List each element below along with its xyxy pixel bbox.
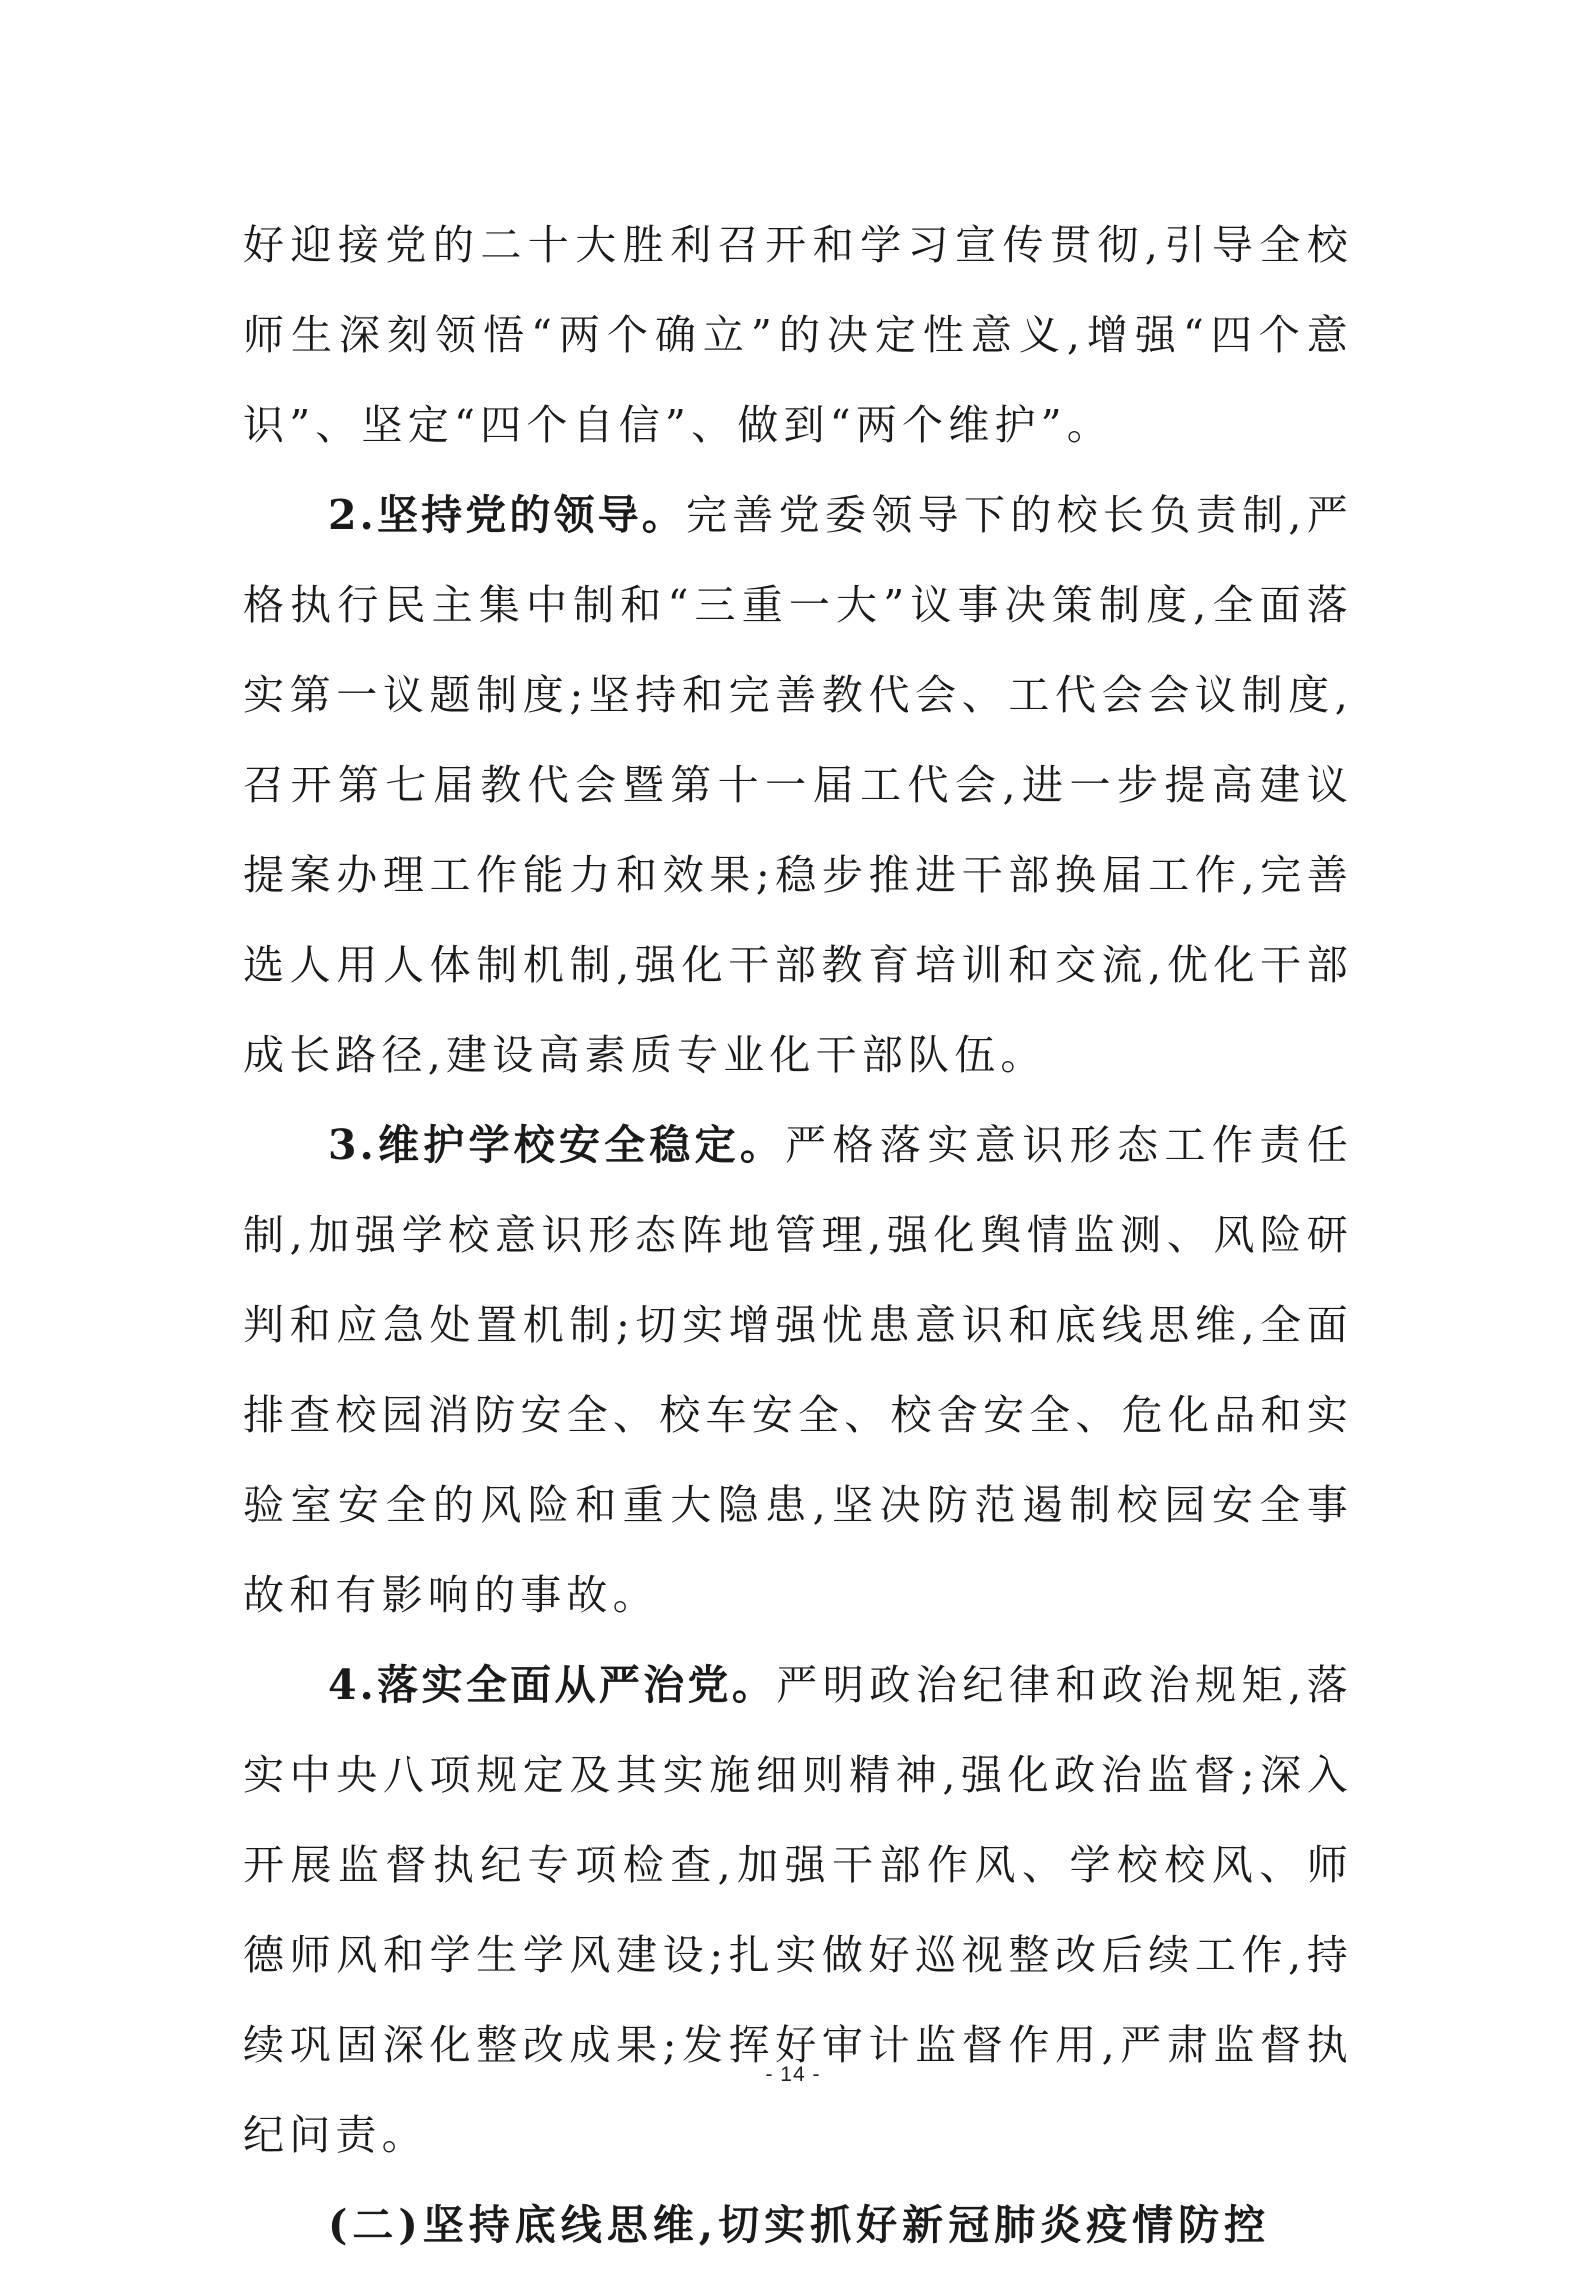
paragraph-text: 好迎接党的二十大胜利召开和学习宣传贯彻,引导全校师生深刻领悟“两个确立”的决定性意义,增强“四个意识”、坚定“四个自信”、做到“两个维护”。 (243, 221, 1353, 449)
page-number: - 14 - (765, 2063, 821, 2086)
paragraph-party-discipline (243, 1640, 1353, 2180)
paragraph-text: 严明政治纪律和政治规矩,落实中央八项规定及其实施细则精神,强化政治监督;深入开展监督执纪专项检查,加强干部作风、学校校风、师德师风和学生学风建设;扎实做好巡视整改后续工作,持续巩固深化整改成果;发挥好审计监督作用,严肃监督执纪问责。 (243, 1661, 1353, 2159)
paragraph-lead: 4.落实全面从严治党。 (328, 1661, 777, 1709)
section-heading: (二)坚持底线思维,切实抓好新冠肺炎疫情防控 (328, 2201, 1271, 2249)
paragraph-party-leadership (243, 470, 1353, 1100)
paragraph-continuation (243, 200, 1353, 470)
document-body (243, 200, 1353, 2270)
paragraph-lead: 3.维护学校安全稳定。 (328, 1121, 786, 1169)
paragraph-lead: 2.坚持党的领导。 (328, 491, 686, 539)
paragraph-campus-safety (243, 1100, 1353, 1640)
paragraph-text: 严格落实意识形态工作责任制,加强学校意识形态阵地管理,强化舆情监测、风险研判和应急处置机制;切实增强忧患意识和底线思维,全面排查校园消防安全、校车安全、校舍安全、危化品和实验室安全的风险和重大隐患,坚决防范遏制校园安全事故和有影响的事故。 (243, 1121, 1353, 1619)
paragraph-text: 完善党委领导下的校长负责制,严格执行民主集中制和“三重一大”议事决策制度,全面落实第一议题制度;坚持和完善教代会、工代会会议制度,召开第七届教代会暨第十一届工代会,进一步提高建议提案办理工作能力和效果;稳步推进干部换届工作,完善选人用人体制机制,强化干部教育培训和交流,优化干部成长路径,建设高素质专业化干部队伍。 (243, 491, 1353, 1079)
